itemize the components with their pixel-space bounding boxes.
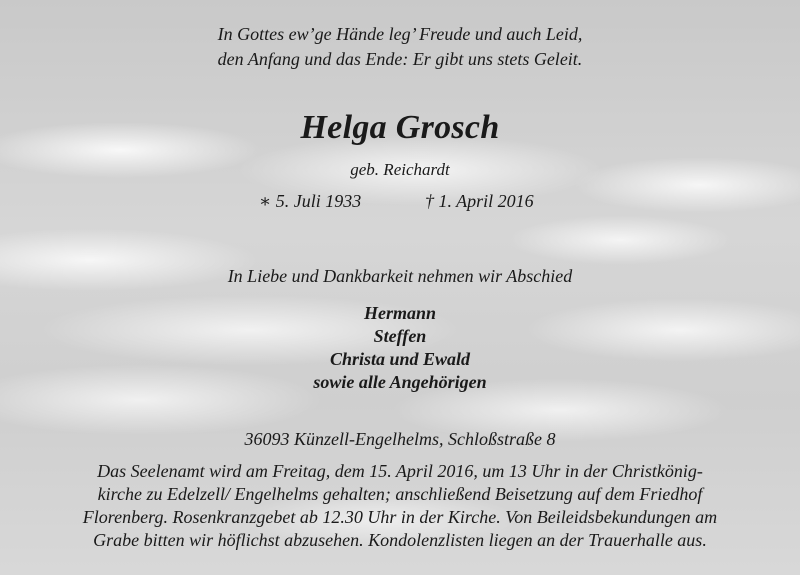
birth-date: ∗ 5. Juli 1933	[259, 191, 362, 211]
service-notice-line: Florenberg. Rosenkranzgebet ab 12.30 Uhr in der Kirche. Von Beileidsbekundungen am	[82, 507, 718, 527]
verse-line-2: den Anfang und das Ende: Er gibt uns stets Geleit.	[217, 49, 583, 69]
mourner-name: Hermann	[363, 303, 437, 323]
farewell-text: In Liebe und Dankbarkeit nehmen wir Abschied	[227, 266, 573, 286]
service-notice-line: Grabe bitten wir höflichst abzusehen. Kondolenzlisten liegen an der Trauerhalle aus.	[93, 530, 707, 550]
verse-line-1: In Gottes ew’ge Hände leg’ Freude und auch Leid,	[217, 24, 583, 44]
service-notice-line: Das Seelenamt wird am Freitag, dem 15. April 2016, um 13 Uhr in der Christkönig-	[97, 461, 703, 481]
death-date: † 1. April 2016	[425, 191, 534, 211]
service-notice-line: kirche zu Edelzell/ Engelhelms gehalten; anschließend Beisetzung auf dem Friedhof	[97, 484, 703, 504]
mourner-name: Steffen	[373, 326, 427, 346]
mourner-name: sowie alle Angehörigen	[313, 372, 487, 392]
mourner-name: Christa und Ewald	[329, 349, 471, 369]
deceased-name: Helga Grosch	[300, 109, 500, 146]
family-address: 36093 Künzell-Engelhelms, Schloßstraße 8	[244, 429, 556, 449]
maiden-name: geb. Reichardt	[350, 160, 450, 179]
